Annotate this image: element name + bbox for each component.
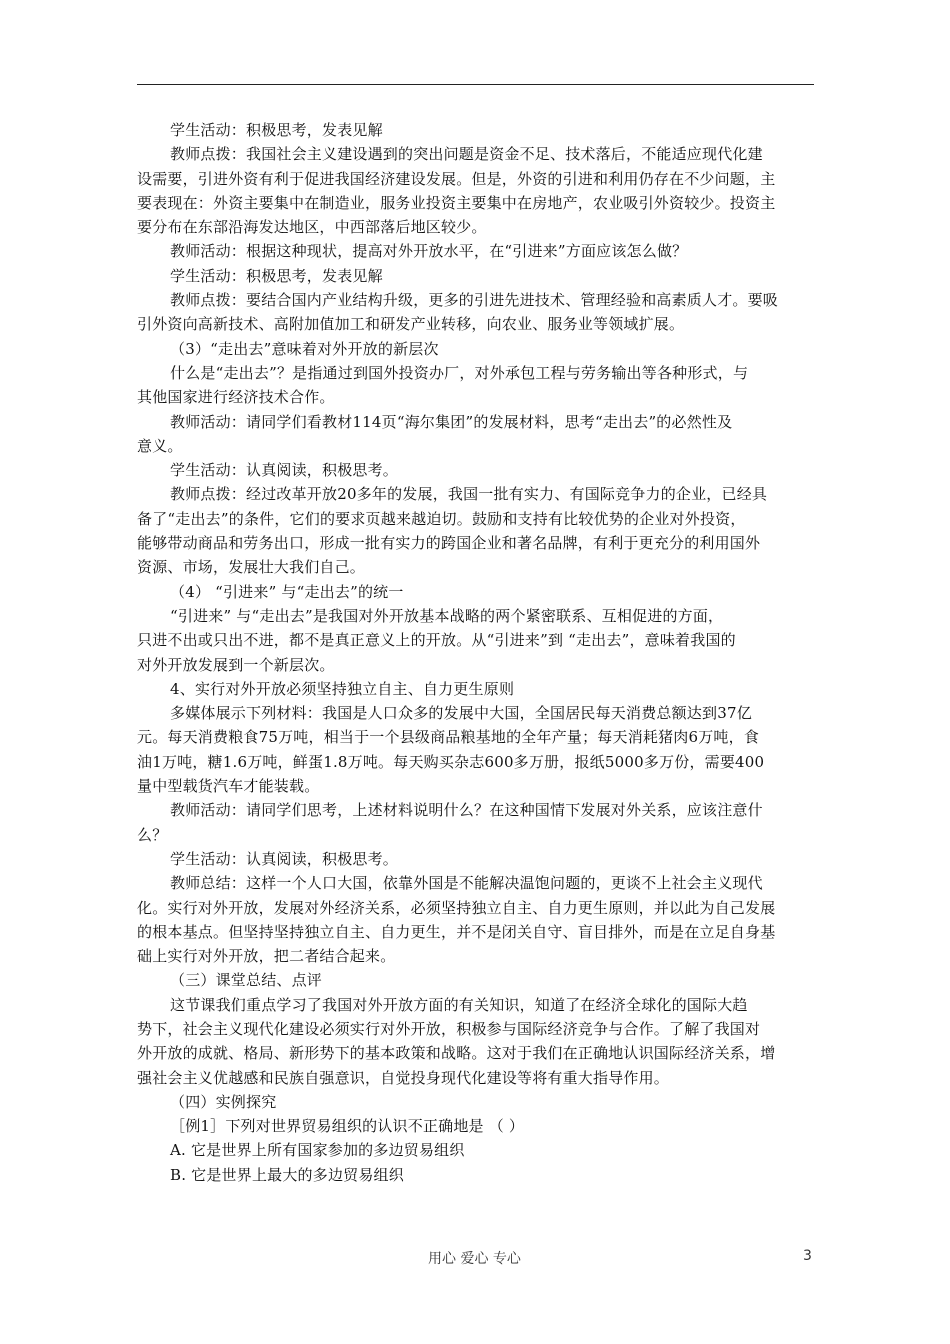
paragraph [137, 361, 814, 410]
text-line: A. 它是世界上所有国家参加的多边贸易组织 [170, 1141, 465, 1160]
page-number: 3 [803, 1248, 812, 1264]
text-line: 要表现在：外资主要集中在制造业，服务业投资主要集中在房地产，农业吸引外资较少。投资主 [137, 193, 776, 212]
text-line: 外开放的成就、格局、新形势下的基本政策和战略。这对于我们在正确地认识国际经济关系，增 [137, 1044, 776, 1063]
text-line: 4、实行对外开放必须坚持独立自主、自力更生原则 [170, 679, 515, 698]
text-line: 资源、市场，发展壮大我们自己。 [137, 558, 366, 577]
text-line: 教师总结：这样一个人口大国，依靠外国是不能解决温饱问题的，更谈不上社会主义现代 [170, 874, 763, 893]
text-line: （三）课堂总结、点评 [170, 971, 323, 990]
text-line: “引进来” 与“走出去”是我国对外开放基本战略的两个紧密联系、互相促进的方面， [170, 606, 724, 625]
text-line: ［例1］下列对世界贸易组织的认识不正确地是 （ ） [170, 1117, 525, 1136]
text-line: 势下，社会主义现代化建设必须实行对外开放，积极参与国际经济竞争与合作。了解了我国对 [137, 1019, 761, 1038]
paragraph [137, 288, 814, 337]
text-line: 教师点拨：我国社会主义建设遇到的突出问题是资金不足、技术落后，不能适应现代化建 [170, 145, 763, 164]
text-line: B. 它是世界上最大的多边贸易组织 [170, 1165, 404, 1184]
text-line: 对外开放发展到一个新层次。 [137, 655, 335, 674]
document-body [137, 118, 814, 1187]
paragraph [137, 482, 814, 579]
text-line: 化。实行对外开放，发展对外经济关系，必须坚持独立自主、自力更生原则，并以此为自己发展 [137, 898, 776, 917]
paragraph [137, 847, 814, 871]
paragraph [137, 458, 814, 482]
paragraph [137, 410, 814, 459]
text-line: 要分布在东部沿海发达地区，中西部落后地区较少。 [137, 218, 487, 237]
text-line: 的根本基点。但坚持坚持独立自主、自力更生，并不是闭关自守、盲目排外，而是在立足自身基 [137, 922, 776, 941]
text-line: 元。每天消费粮食75万吨，相当于一个县级商品粮基地的全年产量；每天消耗猪肉6万吨，食 [137, 728, 760, 747]
text-line: 引外资向高新技术、高附加值加工和研发产业转移，向农业、服务业等领域扩展。 [137, 315, 685, 334]
text-line: 学生活动：认真阅读，积极思考。 [170, 849, 399, 868]
paragraph [137, 1114, 814, 1138]
text-line: 意义。 [137, 436, 183, 455]
text-line: 设需要，引进外资有利于促进我国经济建设发展。但是，外资的引进和利用仍存在不少问题，主 [137, 169, 776, 188]
paragraph [137, 1090, 814, 1114]
paragraph [137, 580, 814, 604]
text-line: 教师活动：请同学们思考，上述材料说明什么？在这种国情下发展对外关系，应该注意什 [170, 801, 763, 820]
text-line: 么？ [137, 825, 168, 844]
text-line: 学生活动：积极思考，发表见解 [170, 266, 383, 285]
text-line: 这节课我们重点学习了我国对外开放方面的有关知识，知道了在经济全球化的国际大趋 [170, 995, 748, 1014]
text-line: （3）“走出去”意味着对外开放的新层次 [170, 339, 439, 358]
text-line: 什么是“走出去”？是指通过到国外投资办厂，对外承包工程与劳务输出等各种形式，与 [170, 363, 749, 382]
text-line: 教师活动：请同学们看教材114页“海尔集团”的发展材料，思考“走出去”的必然性及 [170, 412, 733, 431]
footer-motto: 用心 爱心 专心 [428, 1251, 521, 1267]
text-line: 教师点拨：要结合国内产业结构升级，更多的引进先进技术、管理经验和高素质人才。要吸 [170, 291, 779, 310]
paragraph [137, 1163, 814, 1187]
text-line: 学生活动：积极思考，发表见解 [170, 121, 383, 139]
text-line: 多媒体展示下列材料：我国是人口众多的发展中大国，全国居民每天消费总额达到37亿 [170, 704, 752, 723]
text-line: 只进不出或只出不进，都不是真正意义上的开放。从“引进来”到 “走出去”，意味着我国的 [137, 631, 736, 650]
text-line: 础上实行对外开放，把二者结合起来。 [137, 947, 396, 966]
text-line: 强社会主义优越感和民族自强意识，自觉投身现代化建设等将有重大指导作用。 [137, 1068, 670, 1087]
text-line: （4） “引进来” 与“走出去”的统一 [170, 582, 404, 601]
paragraph [137, 677, 814, 701]
paragraph [137, 118, 814, 142]
text-line: 学生活动：认真阅读，积极思考。 [170, 461, 399, 480]
paragraph [137, 798, 814, 847]
paragraph [137, 1138, 814, 1162]
paragraph [137, 968, 814, 992]
text-line: 量中型载货汽车才能装载。 [137, 777, 320, 796]
text-line: 备了“走出去”的条件，它们的要求页越来越迫切。鼓励和支持有比较优势的企业对外投资， [137, 509, 746, 528]
paragraph [137, 604, 814, 677]
text-line: （四）实例探究 [170, 1092, 277, 1111]
text-line: 油1万吨，糖1.6万吨，鲜蛋1.8万吨。每天购买杂志600多万册，报纸5000多万份，需要400 [137, 752, 765, 771]
paragraph [137, 871, 814, 968]
text-line: 教师活动：根据这种现状，提高对外开放水平，在“引进来”方面应该怎么做？ [170, 242, 688, 261]
header-rule [137, 84, 814, 85]
paragraph [137, 993, 814, 1090]
paragraph [137, 264, 814, 288]
paragraph [137, 337, 814, 361]
text-line: 教师点拨：经过改革开放20多年的发展，我国一批有实力、有国际竞争力的企业，已经具 [170, 485, 768, 504]
text-line: 其他国家进行经济技术合作。 [137, 388, 335, 407]
paragraph [137, 142, 814, 239]
text-line: 能够带动商品和劳务出口，形成一批有实力的跨国企业和著名品牌，有利于更充分的利用国外 [137, 534, 761, 553]
paragraph [137, 701, 814, 798]
paragraph [137, 239, 814, 263]
